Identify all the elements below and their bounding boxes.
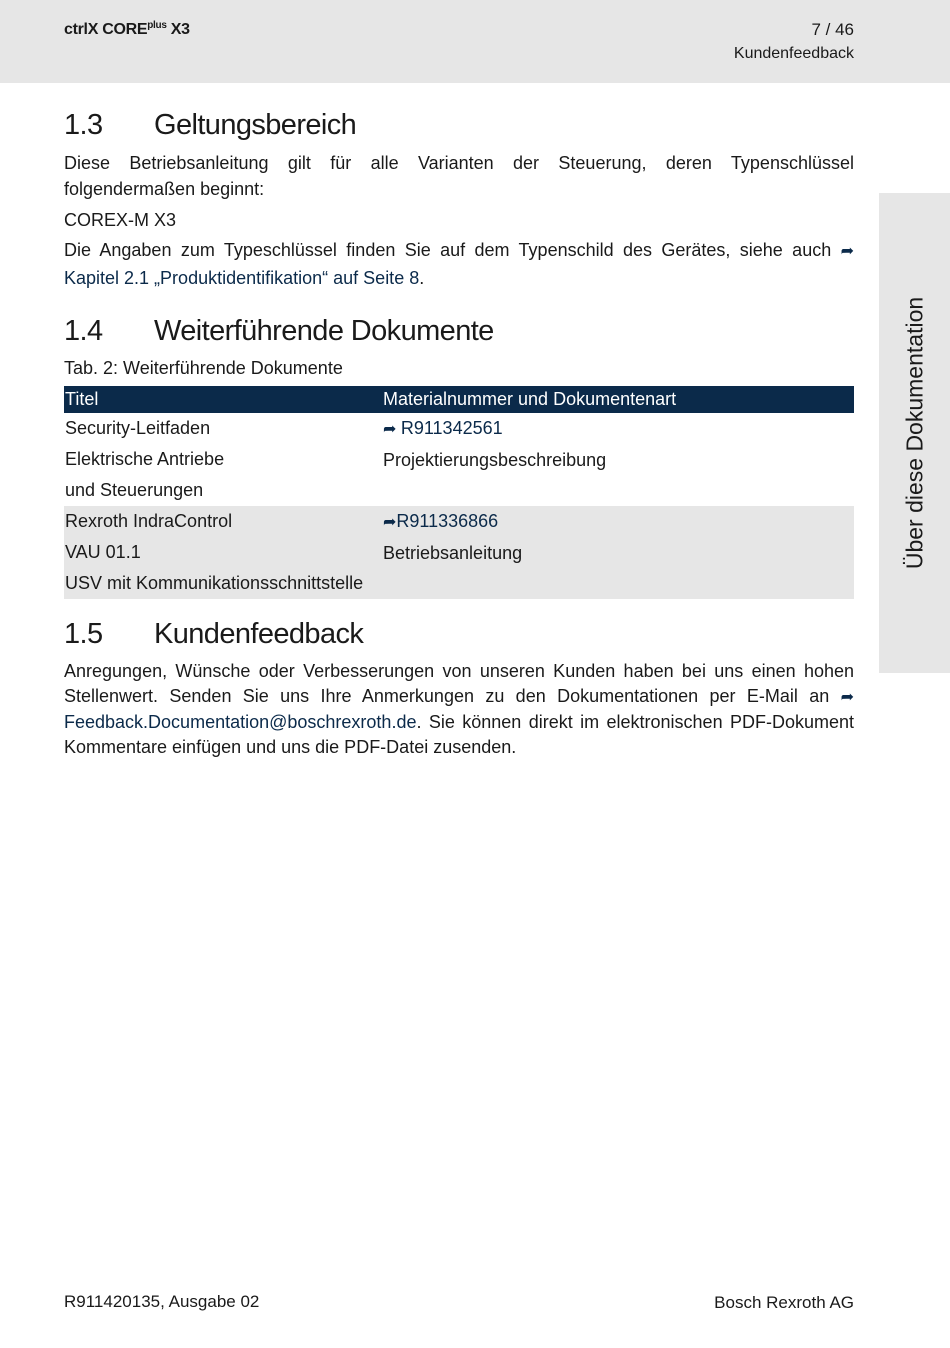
- section-title: Weiterführende Dokumente: [154, 315, 494, 347]
- section-number: 1.4: [64, 315, 103, 347]
- section-heading-1-3: [64, 109, 356, 142]
- table-row: [64, 413, 854, 506]
- feedback-end: . Sie können direkt im elektronischen PDF-Dokument Kommentare einfügen und uns die PDF-Datei zusenden.: [64, 712, 854, 757]
- chapter-link-label: Kapitel 2.1 „Produktidentifikation“ auf Seite 8: [64, 268, 420, 288]
- footer-publisher: Bosch Rexroth AG: [714, 1293, 854, 1312]
- section-title: Kundenfeedback: [154, 618, 364, 650]
- arrow-right-icon: ➦: [840, 688, 854, 706]
- section-heading-1-4: [64, 315, 494, 348]
- page-header: [0, 0, 950, 83]
- doc-title-cell: [64, 506, 382, 599]
- doc-title-line: USV mit Kommunikationsschnittstelle: [65, 573, 364, 593]
- doc-title-line: Rexroth IndraControl: [65, 511, 233, 531]
- product-name-sup: plus: [147, 20, 167, 31]
- feedback-text: Anregungen, Wünsche oder Verbesserungen von unseren Kunden haben bei uns einen hohen Stellenwert. Senden Sie uns Ihre Anmerkungen zu den Dokumentationen per E-Mail an: [64, 661, 854, 706]
- page-number: 7 / 46: [811, 20, 854, 39]
- feedback-paragraph: [64, 659, 854, 759]
- product-name: [64, 20, 190, 39]
- section-heading-1-5: [64, 618, 363, 651]
- type-code: COREX-M X3: [64, 210, 177, 230]
- doc-title-line: VAU 01.1: [65, 542, 141, 562]
- type-plate-end: .: [419, 268, 425, 288]
- product-name-base: ctrlX CORE: [64, 21, 148, 38]
- feedback-email: Feedback.Documentation@boschrexroth.de: [64, 712, 417, 732]
- type-plate-paragraph: [64, 237, 854, 291]
- footer-document-number: R911420135, Ausgabe 02: [64, 1292, 260, 1311]
- doc-title-cell: [64, 413, 382, 506]
- doc-title-line: Security-Leitfaden: [65, 418, 211, 438]
- doc-material-cell: [382, 413, 854, 506]
- type-plate-text: Die Angaben zum Typeschlüssel finden Sie auf dem Typenschild des Gerätes, siehe auch: [64, 240, 841, 260]
- chapter-side-tab-label: Über diese Dokumentation: [901, 296, 927, 570]
- doc-material-cell: [382, 506, 854, 599]
- running-title: Kundenfeedback: [733, 45, 854, 62]
- doc-title-line: Elektrische Antriebe: [65, 449, 225, 469]
- document-type: Projektierungsbeschreibung: [383, 450, 607, 470]
- arrow-right-icon: ➦: [383, 421, 401, 438]
- table-header-row: [64, 386, 854, 413]
- documents-table: [64, 386, 854, 599]
- section-number: 1.5: [64, 618, 103, 650]
- document-type: Betriebsanleitung: [383, 543, 523, 563]
- scope-paragraph: Diese Betriebsanleitung gilt für alle Varianten der Steuerung, deren Typenschlüssel folgendermaßen beginnt:: [64, 153, 854, 199]
- material-number: R911336866: [396, 511, 499, 531]
- material-number-link[interactable]: [383, 413, 853, 445]
- section-number: 1.3: [64, 109, 103, 141]
- material-number-link[interactable]: [383, 506, 853, 538]
- section-title: Geltungsbereich: [154, 109, 357, 141]
- table-row: [64, 506, 854, 599]
- product-name-suffix: X3: [166, 21, 190, 38]
- material-number: R911342561: [400, 418, 503, 438]
- column-header-material: Materialnummer und Dokumentenart: [382, 386, 854, 413]
- table-caption: Tab. 2: Weiterführende Dokumente: [64, 358, 343, 378]
- arrow-right-icon: ➦: [383, 514, 397, 531]
- arrow-right-icon: ➦: [840, 243, 854, 260]
- column-header-title: Titel: [64, 386, 382, 413]
- doc-title-line: und Steuerungen: [65, 480, 204, 500]
- chapter-side-tab: [879, 193, 950, 673]
